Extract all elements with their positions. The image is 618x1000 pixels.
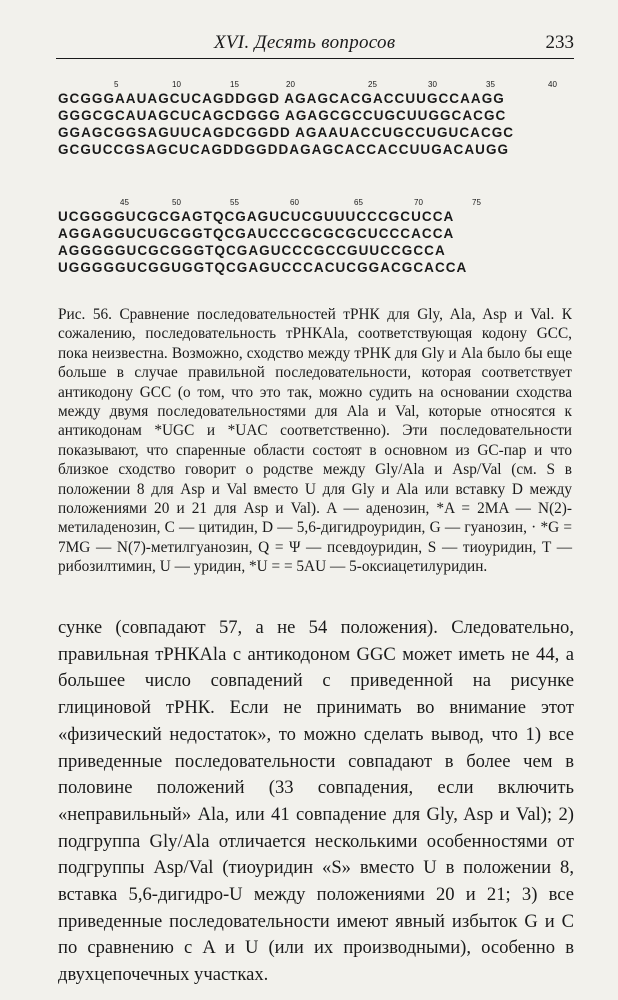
position-label: 75: [472, 198, 481, 207]
sequence-val-bottom: UGGGGGUCGGUGGTQCGAGUCCCACUCGGACGCACCA: [58, 260, 468, 275]
sequence-asp-bottom: AGGGGGUCGCGGGTQCGAGUCCCGCCGUUCCGCCA: [58, 243, 446, 258]
position-ruler-top: [58, 80, 568, 90]
position-ruler-bottom: [58, 198, 568, 208]
body-text: [58, 615, 574, 989]
position-label: 15: [230, 80, 239, 89]
position-label: 20: [286, 80, 295, 89]
page-number: 233: [545, 32, 574, 53]
position-label: 55: [230, 198, 239, 207]
position-label: 60: [290, 198, 299, 207]
sequence-block-41-77: [58, 198, 568, 292]
position-label: 35: [486, 80, 495, 89]
position-label: 10: [172, 80, 181, 89]
position-label: 50: [172, 198, 181, 207]
position-label: 65: [354, 198, 363, 207]
position-label: 30: [428, 80, 437, 89]
sequence-ala-top: GGGCGCAUAGCUCAGCDGGG AGAGCGCCUGCUUGGCACGC: [58, 108, 507, 123]
position-label: 70: [414, 198, 423, 207]
figure-caption: [58, 305, 572, 577]
sequence-gly-bottom: UCGGGGUCGCGAGTQCGAGUCUCGUUUCCCGCUCCA: [58, 209, 455, 224]
running-title: XVI. Десять вопросов: [214, 32, 396, 53]
sequence-ala-bottom: AGGAGGUCUGCGGTQCGAUCCCGCGCGCUCCCACCA: [58, 226, 455, 241]
caption-text: Рис. 56. Сравнение последовательностей тРНК для Gly, Ala, Asp и Val. К сожалению, последовательность тРНКAla, соответствующая кодону GCC, пока неизвестна. Возможно, сходство между тРНК для Gly и Ala было бы еще больше в случае правильной последовательности, которая соответствует антикодону GCC (о том, что это так, можно судить на основании сходства между двумя последовательностями для Ala и Val, которые относятся к антикодонам *UGC и *UAC соответственно). Эти последовательности показывают, что спаренные области состоят в основном из GC-пар и что близкое сходство говорит о родстве между Gly/Ala и Asp/Val (см. S в положении 8 для Asp и Val вместо U для Gly и Ala или вставку D между положениями 20 и 21 для Asp и Val). A — аденозин, *A = 2MA — N(2)-метиладенозин, C — цитидин, D — 5,6-дигидроуридин, G — гуанозин, · *G = 7MG — N(7)-метилгуанозин, Q = Ψ — псевдоуридин, S — тиоуридин, T — рибозилтимин, U — уридин, *U = = 5AU — 5-оксиацетилуридин.: [58, 306, 572, 576]
position-label: 45: [120, 198, 129, 207]
sequence-block-1-40: [58, 80, 568, 160]
position-label: 5: [114, 80, 119, 89]
sequence-val-top: GCGUCCGSAGCUCAGDDGGDDAGAGCACCACCUUGACAUGG: [58, 142, 510, 157]
position-label: 25: [368, 80, 377, 89]
page-header: [56, 30, 574, 59]
body-paragraph: сунке (совпадают 57, а не 54 положения). Следовательно, правильная тРНКAla с антикодоном GGC может иметь не 44, а большее число совпадений с приведенной на рисунке глициновой тРНК. Если не принимать во внимание этот «физический недостаток», то можно сделать вывод, что 1) все приведенные последовательности совпадают в более чем в половине положений (33 совпадения, если включить «неправильный» Ala, или 41 совпадение для Gly, Asp и Val); 2) подгруппа Gly/Ala отличается несколькими особенностями от подгруппы Asp/Val (тиоуридин «S» вместо U в положении 8, вставка 5,6-дигидро-U между положениями 20 и 21; 3) все приведенные последовательности имеют явный избыток G и C по сравнению с A и U (или их производными), особенно в двухцепочечных участках.: [58, 617, 574, 986]
position-label: 40: [548, 80, 557, 89]
sequence-asp-top: GGAGCGGSAGUUCAGDCGGDD AGAAUACCUGCCUGUCACGC: [58, 125, 515, 140]
sequence-gly-top: GCGGGAAUAGCUCAGDDGGD AGAGCACGACCUUGCCAAGG: [58, 91, 505, 106]
trna-sequence-figure: [58, 80, 568, 292]
